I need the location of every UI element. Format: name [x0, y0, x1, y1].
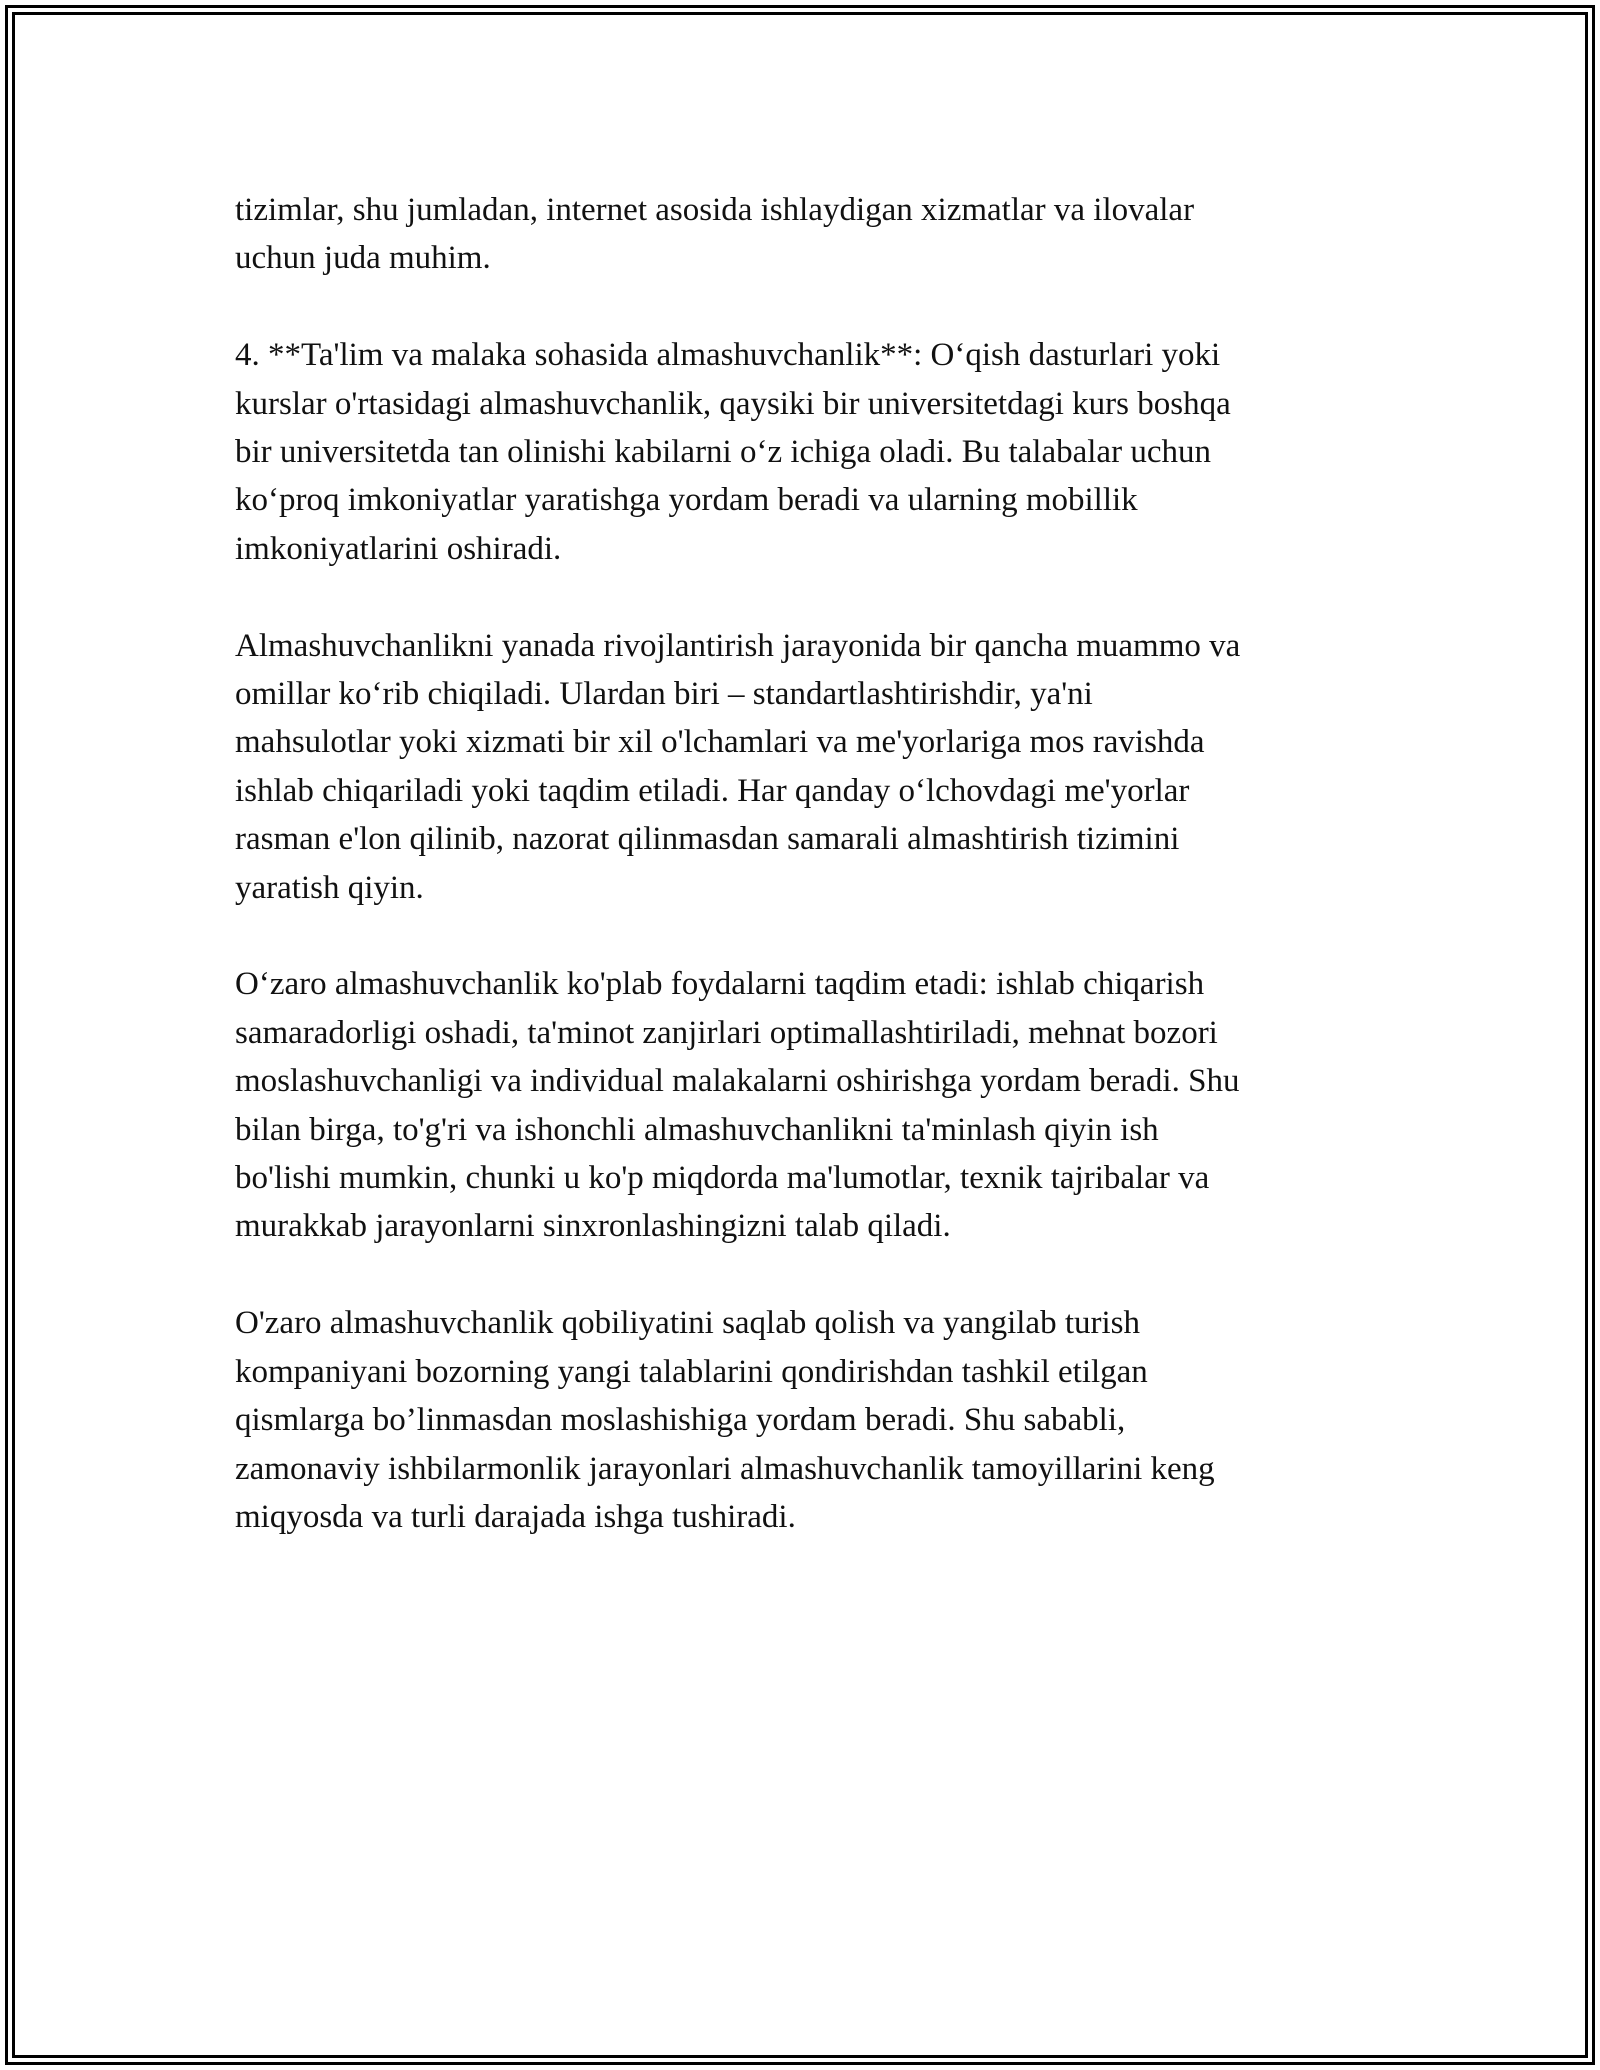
paragraph-education-interchangeability: 4. **Ta'lim va malaka sohasida almashuvchanlik**: O‘qish dasturlari yoki kurslar o'rtasidagi almashuvchanlik, qaysiki bir universitetdagi kurs boshqa bir universitetda tan olinishi kabilarni o‘z ichiga oladi. Bu talabalar uchun ko‘proq imkoniyatlar yaratishga yordam beradi va ularning mobillik imkoniyatlarini oshiradi.	[235, 337, 1231, 567]
document-body	[235, 186, 1365, 1541]
paragraph-standardization: Almashuvchanlikni yanada rivojlantirish jarayonida bir qancha muammo va omillar ko‘rib chiqiladi. Ulardan biri – standartlashtirishdir, ya'ni mahsulotlar yoki xizmati bir xil o'lchamlari va me'yorlariga mos ravishda ishlab chiqariladi yoki taqdim etiladi. Har qanday o‘lchovdagi me'yorlar rasman e'lon qilinib, nazorat qilinmasdan samarali almashtirish tizimini yaratish qiyin.	[235, 627, 1241, 906]
paragraph-benefits: O‘zaro almashuvchanlik ko'plab foydalarni taqdim etadi: ishlab chiqarish samaradorligi oshadi, ta'minot zanjirlari optimallashtiriladi, mehnat bozori moslashuvchanligi va individual malakalarni oshirishga yordam beradi. Shu bilan birga, to'g'ri va ishonchli almashuvchanlikni ta'minlash qiyin ish bo'lishi mumkin, chunki u ko'p miqdorda ma'lumotlar, texnik tajribalar va murakkab jarayonlarni sinxronlashingizni talab qiladi.	[235, 966, 1240, 1245]
paragraph-continuation: tizimlar, shu jumladan, internet asosida ishlaydigan xizmatlar va ilovalar uchun juda muhim.	[235, 192, 1195, 277]
paragraph-conclusion: O'zaro almashuvchanlik qobiliyatini saqlab qolish va yangilab turish kompaniyani bozorning yangi talablarini qondirishdan tashkil etilgan qismlarga bo’linmasdan moslashishiga yordam beradi. Shu sababli, zamonaviy ishbilarmonlik jarayonlari almashuvchanlik tamoyillarini keng miqyosda va turli darajada ishga tushiradi.	[235, 1305, 1215, 1535]
